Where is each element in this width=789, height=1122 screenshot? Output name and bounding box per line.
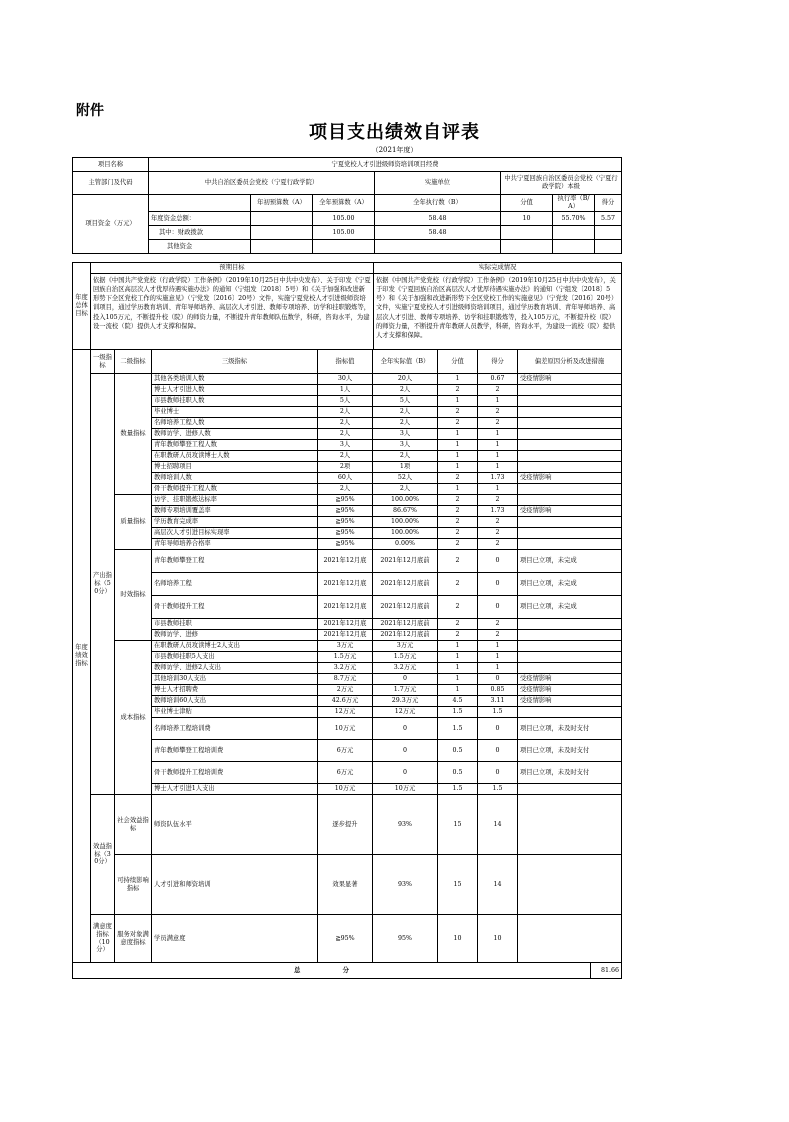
indicator-actual: 0 <box>373 740 438 762</box>
indicator-score: 2 <box>438 506 478 517</box>
indicator-score: 15 <box>438 855 478 915</box>
indicator-got: 0 <box>478 740 518 762</box>
actual-label: 实际完成情况 <box>374 263 622 274</box>
indicator-score: 2 <box>438 573 478 596</box>
indicator-name: 市县教师挂职 <box>152 619 318 630</box>
funds-row-rate: 55.70% <box>553 212 595 226</box>
funds-row-got: 5.57 <box>595 212 622 226</box>
indicator-reason: 受疫情影响 <box>518 374 622 385</box>
indicator-got: 2 <box>478 630 518 641</box>
indicator-actual: 52人 <box>373 473 438 484</box>
indicator-score: 1 <box>438 429 478 440</box>
indicator-score: 1 <box>438 462 478 473</box>
indicator-got: 0 <box>478 762 518 784</box>
indicator-reason <box>518 396 622 407</box>
indicator-got: 2 <box>478 619 518 630</box>
indicator-got: 1 <box>478 663 518 674</box>
indicator-name: 青年教师攀登工程人数 <box>152 440 318 451</box>
indicator-actual: 0 <box>373 718 438 740</box>
funds-row-name: 其他资金 <box>149 240 251 254</box>
indicator-target: ≧95% <box>318 528 373 539</box>
indicator-score: 0.5 <box>438 762 478 784</box>
indicator-reason <box>518 641 622 652</box>
col-score: 分值 <box>501 195 553 212</box>
cost-indicators-label: 成本指标 <box>115 641 152 795</box>
indicator-reason: 受疫情影响 <box>518 506 622 517</box>
indicator-actual: 93% <box>373 855 438 915</box>
indicator-name: 人才引进和师资培训 <box>152 855 318 915</box>
indicator-reason <box>518 451 622 462</box>
funds-row-initial <box>251 240 313 254</box>
indicator-got: 2 <box>478 517 518 528</box>
indicator-reason: 项目已立项，未完成 <box>518 550 622 573</box>
indicator-actual: 20人 <box>373 374 438 385</box>
indicator-target: 2人 <box>318 484 373 495</box>
satisfaction-indicators-label: 满意度指标（10分） <box>91 915 115 963</box>
indicator-name: 教师访学、进修2人支出 <box>152 663 318 674</box>
indicator-target: 2人 <box>318 418 373 429</box>
indicator-target: 2021年12月底 <box>318 550 373 573</box>
funds-row-got <box>595 226 622 240</box>
header-level2: 二级指标 <box>115 350 152 374</box>
indicator-name: 毕业博士 <box>152 407 318 418</box>
indicator-target: 2万元 <box>318 685 373 696</box>
indicator-got: 2 <box>478 539 518 550</box>
funds-row-full: 105.00 <box>313 226 375 240</box>
indicator-name: 骨干教师提升工程 <box>152 596 318 619</box>
total-label: 总 分 <box>73 963 591 979</box>
indicator-score: 2 <box>438 550 478 573</box>
funds-row-exec: 58.48 <box>375 212 501 226</box>
indicator-reason: 项目已立项，未完成 <box>518 573 622 596</box>
indicator-actual: 1.5万元 <box>373 652 438 663</box>
indicator-target: 10万元 <box>318 718 373 740</box>
indicator-actual: 2021年12月底前 <box>373 573 438 596</box>
indicator-actual: 86.67% <box>373 506 438 517</box>
indicator-actual: 12万元 <box>373 707 438 718</box>
funds-row-rate <box>553 226 595 240</box>
indicator-name: 教师培训人数 <box>152 473 318 484</box>
indicator-target: 5人 <box>318 396 373 407</box>
indicator-target: 2021年12月底 <box>318 573 373 596</box>
indicator-target: ≧95% <box>318 517 373 528</box>
indicator-reason: 受疫情影响 <box>518 685 622 696</box>
indicator-target: 10万元 <box>318 784 373 795</box>
indicator-target: 6万元 <box>318 762 373 784</box>
goals-label: 年度总体目标 <box>73 263 91 350</box>
indicator-score: 2 <box>438 385 478 396</box>
indicator-got: 1 <box>478 641 518 652</box>
funds-row-full <box>313 240 375 254</box>
header-target: 指标值 <box>318 350 373 374</box>
indicator-reason <box>518 652 622 663</box>
indicator-target: 3.2万元 <box>318 663 373 674</box>
indicator-score: 1 <box>438 674 478 685</box>
indicator-reason <box>518 784 622 795</box>
indicator-reason <box>518 619 622 630</box>
indicator-name: 教师培训60人支出 <box>152 696 318 707</box>
indicator-name: 在职教研人员攻读博士2人支出 <box>152 641 318 652</box>
funds-table <box>72 157 622 254</box>
indicator-target: 6万元 <box>318 740 373 762</box>
indicator-target: 2人 <box>318 407 373 418</box>
indicator-got: 1 <box>478 652 518 663</box>
indicator-score: 1 <box>438 440 478 451</box>
service-indicators-label: 服务对象满意度指标 <box>115 915 152 963</box>
indicator-score: 1 <box>438 663 478 674</box>
indicator-actual: 0 <box>373 674 438 685</box>
indicator-reason: 项目已立项，未及时支付 <box>518 762 622 784</box>
indicator-got: 2 <box>478 407 518 418</box>
indicator-reason <box>518 418 622 429</box>
indicator-actual: 2人 <box>373 407 438 418</box>
indicator-actual: 2人 <box>373 385 438 396</box>
header-actual: 全年实际值（B） <box>373 350 438 374</box>
indicator-actual: 1项 <box>373 462 438 473</box>
social-indicators-label: 社会效益指标 <box>115 795 152 855</box>
indicator-name: 访学、挂职锻炼达标率 <box>152 495 318 506</box>
header-score: 分值 <box>438 350 478 374</box>
indicator-score: 2 <box>438 495 478 506</box>
col-rate: 执行率（B/A） <box>553 195 595 212</box>
indicator-actual: 2人 <box>373 451 438 462</box>
indicator-got: 0.85 <box>478 685 518 696</box>
indicator-actual: 1.7万元 <box>373 685 438 696</box>
dept-value: 中共自治区委员会党校（宁夏行政学院） <box>149 172 375 195</box>
funds-blank-header <box>149 195 251 212</box>
indicator-reason: 受疫情影响 <box>518 473 622 484</box>
indicator-actual: 0.00% <box>373 539 438 550</box>
indicator-actual: 2021年12月底前 <box>373 550 438 573</box>
indicator-reason <box>518 539 622 550</box>
indicator-actual: 100.00% <box>373 528 438 539</box>
header-level3: 三级指标 <box>152 350 318 374</box>
indicator-reason <box>518 795 622 855</box>
indicator-reason: 受疫情影响 <box>518 696 622 707</box>
indicator-score: 2 <box>438 473 478 484</box>
indicator-got: 14 <box>478 795 518 855</box>
indicator-actual: 3.2万元 <box>373 663 438 674</box>
indicator-score: 2 <box>438 528 478 539</box>
header-got: 得分 <box>478 350 518 374</box>
funds-row-exec: 58.48 <box>375 226 501 240</box>
output-indicators-label: 产出指标（50分） <box>91 374 115 795</box>
indicator-reason <box>518 429 622 440</box>
indicator-reason <box>518 440 622 451</box>
indicator-name: 师资队伍水平 <box>152 795 318 855</box>
indicator-target: 12万元 <box>318 707 373 718</box>
indicator-reason <box>518 663 622 674</box>
indicator-name: 教师访学、进修 <box>152 630 318 641</box>
indicator-name: 教师访学、进修人数 <box>152 429 318 440</box>
header-reason: 偏差原因分析及改进措施 <box>518 350 622 374</box>
goals-table <box>72 262 622 350</box>
indicator-score: 4.5 <box>438 696 478 707</box>
indicator-actual: 3人 <box>373 440 438 451</box>
indicator-target: 2人 <box>318 451 373 462</box>
indicator-target: 1人 <box>318 385 373 396</box>
indicator-actual: 3万元 <box>373 641 438 652</box>
sustain-indicators-label: 可持续影响指标 <box>115 855 152 915</box>
effect-indicators-label: 效益指标（30分） <box>91 795 115 915</box>
indicator-name: 名师培养工程 <box>152 573 318 596</box>
indicator-got: 0 <box>478 674 518 685</box>
indicator-score: 2 <box>438 407 478 418</box>
indicator-name: 骨干教师提升工程培训费 <box>152 762 318 784</box>
indicator-reason <box>518 385 622 396</box>
indicator-got: 1 <box>478 484 518 495</box>
indicator-actual: 93% <box>373 795 438 855</box>
indicator-target: 2人 <box>318 429 373 440</box>
header-level1: 一级指标 <box>91 350 115 374</box>
indicator-score: 2 <box>438 418 478 429</box>
indicator-score: 0.5 <box>438 740 478 762</box>
indicator-got: 1 <box>478 462 518 473</box>
indicator-got: 2 <box>478 385 518 396</box>
indicator-target: ≧95% <box>318 539 373 550</box>
indicator-got: 10 <box>478 915 518 963</box>
indicator-got: 0.67 <box>478 374 518 385</box>
indicator-name: 高层次人才引进目标实现率 <box>152 528 318 539</box>
indicator-target: 效果显著 <box>318 855 373 915</box>
indicator-reason <box>518 630 622 641</box>
indicator-score: 1.5 <box>438 718 478 740</box>
indicator-target: 2021年12月底 <box>318 596 373 619</box>
indicator-target: 2项 <box>318 462 373 473</box>
indicator-reason <box>518 462 622 473</box>
indicator-name: 名师培养工程人数 <box>152 418 318 429</box>
indicator-reason <box>518 517 622 528</box>
indicator-name: 青年教师攀登工程 <box>152 550 318 573</box>
indicator-name: 在职教研人员攻读博士人数 <box>152 451 318 462</box>
section-label: 年度绩效指标 <box>73 350 91 963</box>
indicator-name: 教师专项培训覆盖率 <box>152 506 318 517</box>
indicators-table <box>72 349 622 979</box>
indicator-name: 青年导师培养合格率 <box>152 539 318 550</box>
indicator-name: 学员满意度 <box>152 915 318 963</box>
indicator-got: 1.73 <box>478 506 518 517</box>
funds-row-got <box>595 240 622 254</box>
indicator-reason <box>518 495 622 506</box>
indicator-got: 2 <box>478 495 518 506</box>
document-title: 项目支出绩效自评表 <box>309 122 480 143</box>
indicator-target: 3万元 <box>318 641 373 652</box>
indicator-got: 3.11 <box>478 696 518 707</box>
funds-row-score: 10 <box>501 212 553 226</box>
total-score: 81.66 <box>591 963 622 979</box>
unit-value: 中共宁夏回族自治区委员会党校（宁夏行政学院）本级 <box>501 172 622 195</box>
indicator-score: 1.5 <box>438 784 478 795</box>
indicator-target: 3人 <box>318 440 373 451</box>
indicator-target: 2021年12月底 <box>318 630 373 641</box>
indicator-reason <box>518 707 622 718</box>
indicator-reason <box>518 855 622 915</box>
indicator-target: 1.5万元 <box>318 652 373 663</box>
col-initial: 年初预算数（A） <box>251 195 313 212</box>
indicator-score: 1 <box>438 685 478 696</box>
funds-row-initial <box>251 212 313 226</box>
dept-label: 主管部门及代码 <box>73 172 149 195</box>
indicator-score: 1 <box>438 451 478 462</box>
indicator-actual: 100.00% <box>373 495 438 506</box>
indicator-score: 15 <box>438 795 478 855</box>
indicator-got: 14 <box>478 855 518 915</box>
indicator-got: 1.5 <box>478 707 518 718</box>
indicator-got: 0 <box>478 596 518 619</box>
indicator-target: ≧95% <box>318 506 373 517</box>
indicator-reason <box>518 484 622 495</box>
indicator-actual: 3人 <box>373 429 438 440</box>
indicator-score: 2 <box>438 539 478 550</box>
indicator-got: 0 <box>478 573 518 596</box>
actual-goal: 依据《中国共产党党校（行政学院）工作条例》（2019年10月25日中共中央发布），关于印发《宁夏回族自治区高层次人才优厚待遇实施办法》的通知（宁组发〔2018〕5号）和《关于加强和改进新形势下全区党校工作的实施意见》（宁党发〔2016〕20号）文件，实施宁夏党校人才引进级师资培训项目，通过学历教育培训、青年导师培养、高层次人才引进、教师专项培养、访学和挂职锻炼等，投入105万元，不断提升校（院）的师资力量，不断提升青年教研人员教学，科研，咨询水平，为建设一流校（院）提供人才支撑和保障。 <box>374 274 622 350</box>
indicator-score: 10 <box>438 915 478 963</box>
indicator-got: 0 <box>478 550 518 573</box>
indicator-score: 2 <box>438 596 478 619</box>
indicator-name: 博士人才引进1人支出 <box>152 784 318 795</box>
indicator-reason <box>518 528 622 539</box>
indicator-score: 2 <box>438 630 478 641</box>
indicator-got: 0 <box>478 718 518 740</box>
expected-label: 预期目标 <box>91 263 374 274</box>
indicator-actual: 0 <box>373 762 438 784</box>
indicator-target: ≧95% <box>318 915 373 963</box>
expected-goal: 依据《中国共产党党校（行政学院）工作条例》（2019年10月25日中共中央发布）、关于印发《宁夏回族自治区高层次人才优厚待遇实施办法》的通知（宁组发〔2018〕5号）和《关于加强和改进新形势下全区党校工作的实施意见》（宁党发〔2016〕20号）文件，实施宁夏党校人才引进级师资培训项目，通过学历教育培训、青年导师培养、高层次人才引进、教师专项培养、访学和挂职锻炼等，投入105万元，不断提升校（院）的师资力量，不断提升青年教师队伍数学，科研，咨询水平，为建设一流校（院）提供人才支撑和保障。 <box>91 274 374 350</box>
funds-row-score <box>501 240 553 254</box>
indicator-reason: 项目已立项，未及时支付 <box>518 740 622 762</box>
indicator-name: 博士人才引进人数 <box>152 385 318 396</box>
indicator-name: 市县教师挂职5人支出 <box>152 652 318 663</box>
year-note: （2021年度） <box>371 146 418 154</box>
indicator-got: 1 <box>478 429 518 440</box>
indicator-reason: 项目已立项，未完成 <box>518 596 622 619</box>
indicator-score: 1 <box>438 652 478 663</box>
indicator-reason: 受疫情影响 <box>518 674 622 685</box>
indicator-actual: 2021年12月底前 <box>373 596 438 619</box>
indicator-target: ≧95% <box>318 495 373 506</box>
indicator-score: 1 <box>438 641 478 652</box>
unit-label: 实施单位 <box>375 172 501 195</box>
indicator-got: 2 <box>478 528 518 539</box>
indicator-reason <box>518 407 622 418</box>
indicator-got: 1 <box>478 451 518 462</box>
indicator-name: 博士人才招聘费 <box>152 685 318 696</box>
attachment-label: 附件 <box>76 103 104 119</box>
indicator-target: 逐步提升 <box>318 795 373 855</box>
indicator-name: 其他培训30人支出 <box>152 674 318 685</box>
funds-row-full: 105.00 <box>313 212 375 226</box>
indicator-target: 30人 <box>318 374 373 385</box>
indicator-actual: 2021年12月底前 <box>373 619 438 630</box>
time-indicators-label: 时效指标 <box>115 550 152 641</box>
indicator-target: 60人 <box>318 473 373 484</box>
funds-row-exec <box>375 240 501 254</box>
funds-row-rate <box>553 240 595 254</box>
indicator-got: 1 <box>478 396 518 407</box>
indicator-target: 42.6万元 <box>318 696 373 707</box>
indicator-name: 其他各类培训人数 <box>152 374 318 385</box>
funds-label: 项目资金（万元） <box>73 195 149 254</box>
indicator-name: 博士招聘项目 <box>152 462 318 473</box>
indicator-name: 学历教育完成率 <box>152 517 318 528</box>
indicator-target: 2021年12月底 <box>318 619 373 630</box>
funds-row-name: 年度资金总额： <box>149 212 251 226</box>
funds-row-score <box>501 226 553 240</box>
indicator-score: 1 <box>438 484 478 495</box>
indicator-actual: 2021年12月底前 <box>373 630 438 641</box>
indicator-actual: 2人 <box>373 484 438 495</box>
indicator-name: 毕业博士津贴 <box>152 707 318 718</box>
indicator-actual: 29.3万元 <box>373 696 438 707</box>
indicator-reason: 项目已立项，未及时支付 <box>518 718 622 740</box>
quantity-indicators-label: 数量指标 <box>115 374 152 495</box>
indicator-actual: 2人 <box>373 418 438 429</box>
indicator-name: 市县教师挂职人数 <box>152 396 318 407</box>
indicator-score: 2 <box>438 517 478 528</box>
funds-row-initial <box>251 226 313 240</box>
funds-row-name: 其中：财政拨款 <box>149 226 251 240</box>
indicator-actual: 100.00% <box>373 517 438 528</box>
indicator-reason <box>518 915 622 963</box>
project-name: 宁夏党校人才引进级师资培训项目经费 <box>149 158 622 172</box>
indicator-got: 1 <box>478 440 518 451</box>
project-name-label: 项目名称 <box>73 158 149 172</box>
indicator-score: 1 <box>438 396 478 407</box>
indicator-actual: 95% <box>373 915 438 963</box>
indicator-target: 8.7万元 <box>318 674 373 685</box>
col-got: 得分 <box>595 195 622 212</box>
indicator-got: 1.73 <box>478 473 518 484</box>
quality-indicators-label: 质量指标 <box>115 495 152 550</box>
indicator-name: 名师培养工程培训费 <box>152 718 318 740</box>
indicator-got: 2 <box>478 418 518 429</box>
col-full: 全年预算数（A） <box>313 195 375 212</box>
indicator-score: 1.5 <box>438 707 478 718</box>
indicator-got: 1.5 <box>478 784 518 795</box>
indicator-actual: 10万元 <box>373 784 438 795</box>
indicator-score: 2 <box>438 619 478 630</box>
indicator-name: 骨干教师提升工程人数 <box>152 484 318 495</box>
indicator-name: 青年教师攀登工程培训费 <box>152 740 318 762</box>
indicator-actual: 5人 <box>373 396 438 407</box>
indicator-score: 1 <box>438 374 478 385</box>
col-exec: 全年执行数（B） <box>375 195 501 212</box>
